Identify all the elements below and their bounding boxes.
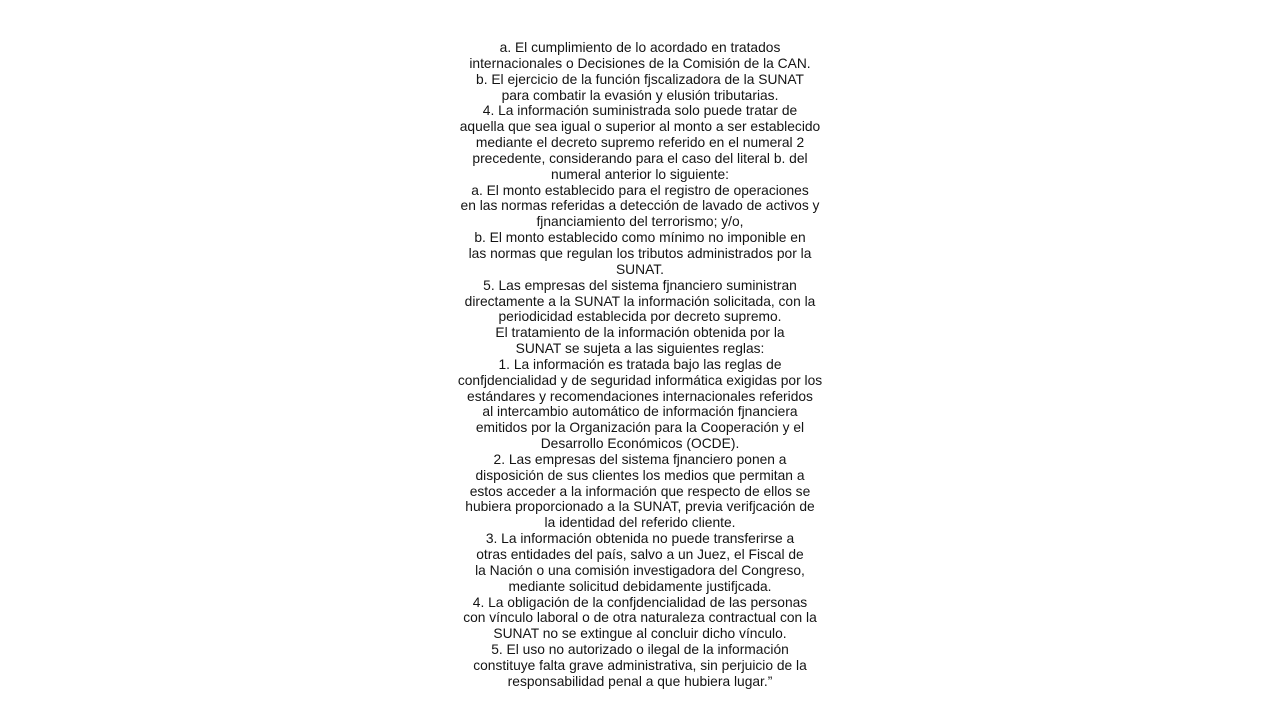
text-line: las normas que regulan los tributos administrados por la: [468, 245, 812, 261]
text-line: 3. La información obtenida no puede transferirse a: [485, 531, 795, 547]
text-line: b. El monto establecido como mínimo no imponible en: [474, 230, 806, 246]
text-line: mediante el decreto supremo referido en el numeral 2: [475, 135, 805, 151]
text-line: mediante solicitud debidamente justifjcada.: [508, 578, 772, 594]
text-line: la identidad del referido cliente.: [544, 515, 736, 531]
text-line: constituye falta grave administrativa, sin perjuicio de la: [473, 657, 807, 673]
text-line: El tratamiento de la información obtenida por la: [495, 325, 785, 341]
text-line: SUNAT.: [615, 261, 665, 277]
text-line: 1. La información es tratada bajo las reglas de: [498, 356, 782, 372]
text-line: 4. La obligación de la confjdencialidad de las personas: [472, 594, 808, 610]
text-line: internacionales o Decisiones de la Comisión de la CAN.: [469, 55, 811, 71]
text-line: SUNAT no se extingue al concluir dicho vínculo.: [493, 626, 787, 642]
text-line: disposición de sus clientes los medios que permitan a: [475, 467, 805, 483]
text-line: para combatir la evasión y elusión tributarias.: [501, 87, 779, 103]
text-line: 4. La información suministrada solo puede tratar de: [482, 103, 798, 119]
text-line: precedente, considerando para el caso del literal b. del: [472, 150, 808, 166]
text-line: a. El cumplimiento de lo acordado en tratados: [499, 40, 781, 55]
text-line: Desarrollo Económicos (OCDE).: [540, 436, 740, 452]
text-line: confjdencialidad y de seguridad informática exigidas por los: [457, 372, 823, 388]
legal-text-block: [340, 40, 940, 690]
text-line: responsabilidad penal a que hubiera lugar.”: [507, 673, 773, 689]
text-line: SUNAT se sujeta a las siguientes reglas:: [515, 341, 765, 357]
text-line: 2. Las empresas del sistema fjnanciero ponen a: [493, 451, 787, 467]
text-line: emitidos por la Organización para la Cooperación y el: [475, 420, 805, 436]
text-line: estos acceder a la información que respecto de ellos se: [469, 483, 811, 499]
text-line: directamente a la SUNAT la información solicitada, con la: [464, 293, 816, 309]
text-line: otras entidades del país, salvo a un Juez, el Fiscal de: [476, 547, 804, 562]
text-line: en las normas referidas a detección de lavado de activos y: [460, 198, 820, 214]
text-line: hubiera proporcionado a la SUNAT, previa verifjcación de: [465, 499, 815, 515]
text-line: b. El ejercicio de la función fjscalizadora de la SUNAT: [476, 71, 804, 87]
text-line: 5. El uso no autorizado o ilegal de la información: [491, 642, 789, 658]
text-line: la Nación o una comisión investigadora del Congreso,: [475, 562, 805, 578]
text-line: con vínculo laboral o de otra naturaleza contractual con la: [463, 610, 817, 626]
text-line: numeral anterior lo siguiente:: [551, 166, 729, 182]
text-line: a. El monto establecido para el registro de operaciones: [471, 182, 809, 198]
text-line: estándares y recomendaciones internacionales referidos: [467, 388, 813, 404]
text-line: al intercambio automático de información fjnanciera: [482, 404, 798, 420]
text-line: periodicidad establecida por decreto supremo.: [498, 309, 782, 325]
text-line: fjnanciamiento del terrorismo; y/o,: [536, 214, 744, 230]
text-line: aquella que sea igual o superior al monto a ser establecido: [459, 119, 821, 135]
text-line: 5. Las empresas del sistema fjnanciero suministran: [483, 277, 797, 293]
